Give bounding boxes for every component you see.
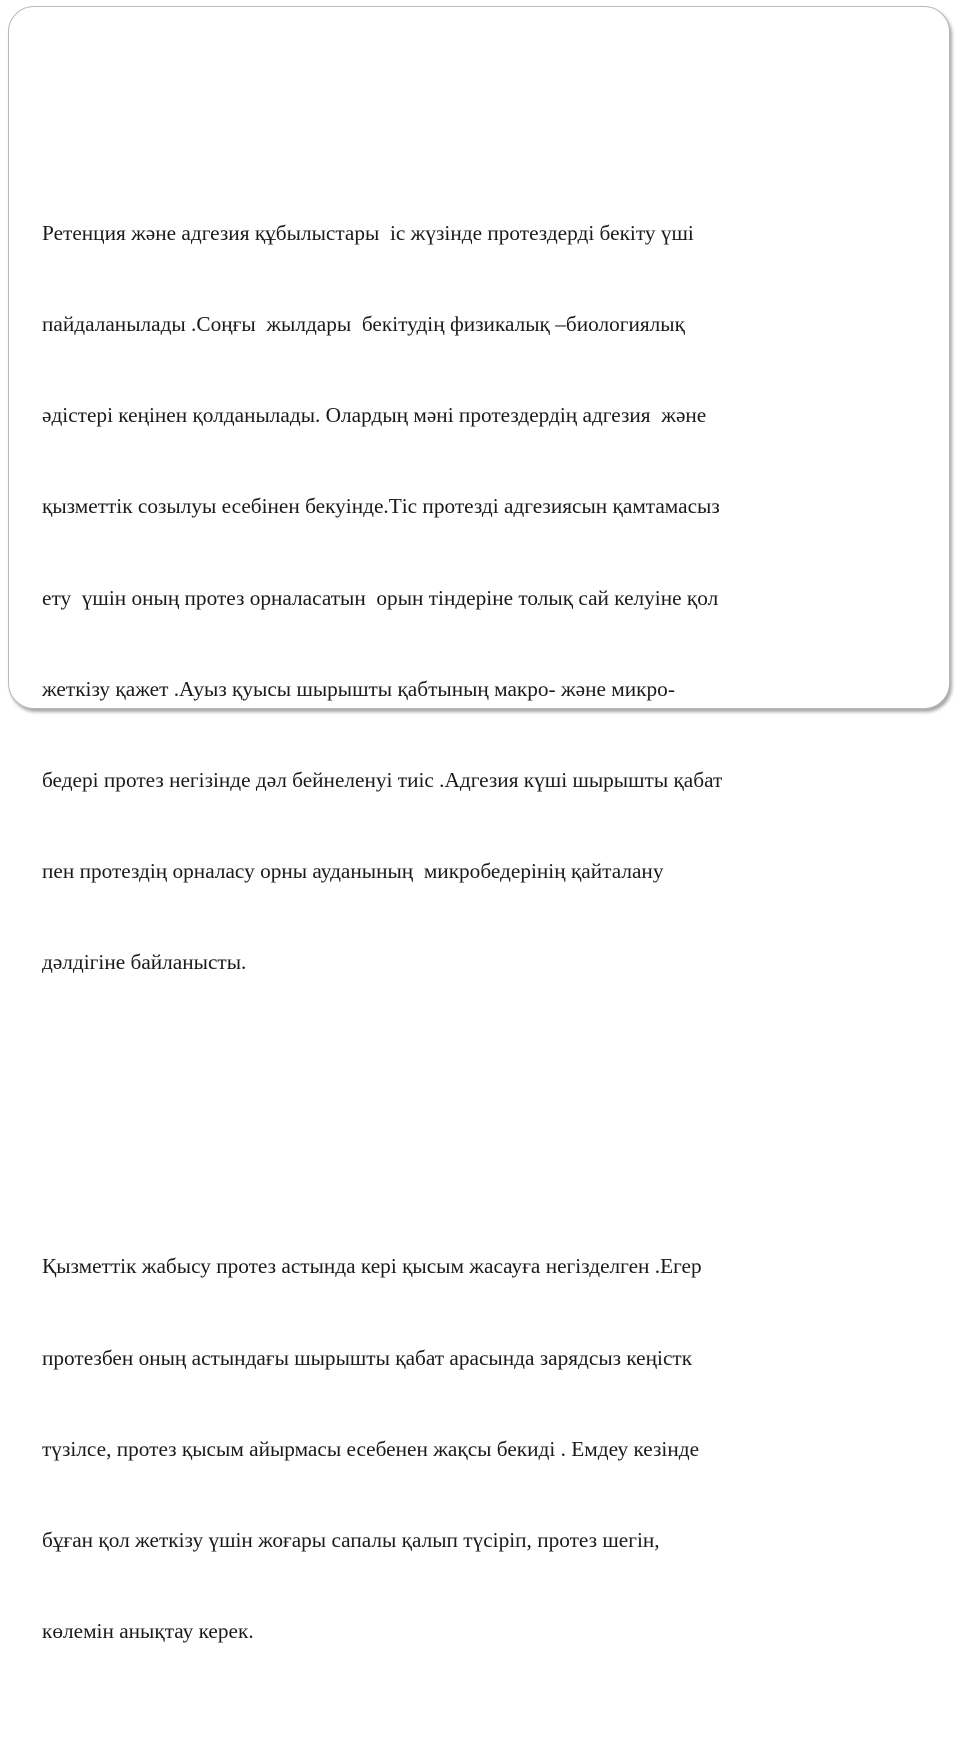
text-line: жеткізу қажет .Ауыз қуысы шырышты қабтының макро- және микро- xyxy=(42,676,675,701)
text-line: протезбен оның астындағы шырышты қабат арасында зарядсыз кеңістк xyxy=(42,1345,693,1370)
text-line: ету үшін оның протез орналасатын орын тіндеріне толық сай келуіне қол xyxy=(42,585,719,610)
text-line: бұған қол жеткізу үшін жоғары сапалы қалып түсіріп, протез шегін, xyxy=(42,1528,660,1553)
text-line: пайдаланылады .Соңғы жылдары бекітудің физикалық –биологиялық xyxy=(42,311,685,336)
text-line: Қызметтік жабысу протез астында кері қысым жасауға негізделген .Егер xyxy=(42,1254,702,1279)
text-line: көлемін анықтау керек. xyxy=(42,1619,254,1644)
paragraph-spacer xyxy=(42,1099,912,1129)
paragraph-functional-suction xyxy=(42,1191,912,1708)
text-line: әдістері кеңінен қолданылады. Олардың мәні протездердің адгезия және xyxy=(42,403,707,428)
text-line: пен протездің орналасу орны ауданының микробедерінің қайталану xyxy=(42,859,664,884)
text-line: Ретенция және адгезия құбылыстары іс жүзінде протездерді бекіту үші xyxy=(42,220,694,245)
text-line: дәлдігіне байланысты. xyxy=(42,950,247,975)
paragraph-retention-adhesion xyxy=(42,157,912,1039)
text-line: бедері протез негізінде дәл бейнеленуі тиіс .Адгезия күші шырышты қабат xyxy=(42,767,723,792)
text-line: түзілсе, протез қысым айырмасы есебенен жақсы бекиді . Емдеу кезінде xyxy=(42,1436,700,1461)
slide-body-text xyxy=(42,96,912,1738)
text-line: қызметтік созылуы есебінен бекуінде.Тіс протезді адгезиясын қамтамасыз xyxy=(42,494,720,519)
